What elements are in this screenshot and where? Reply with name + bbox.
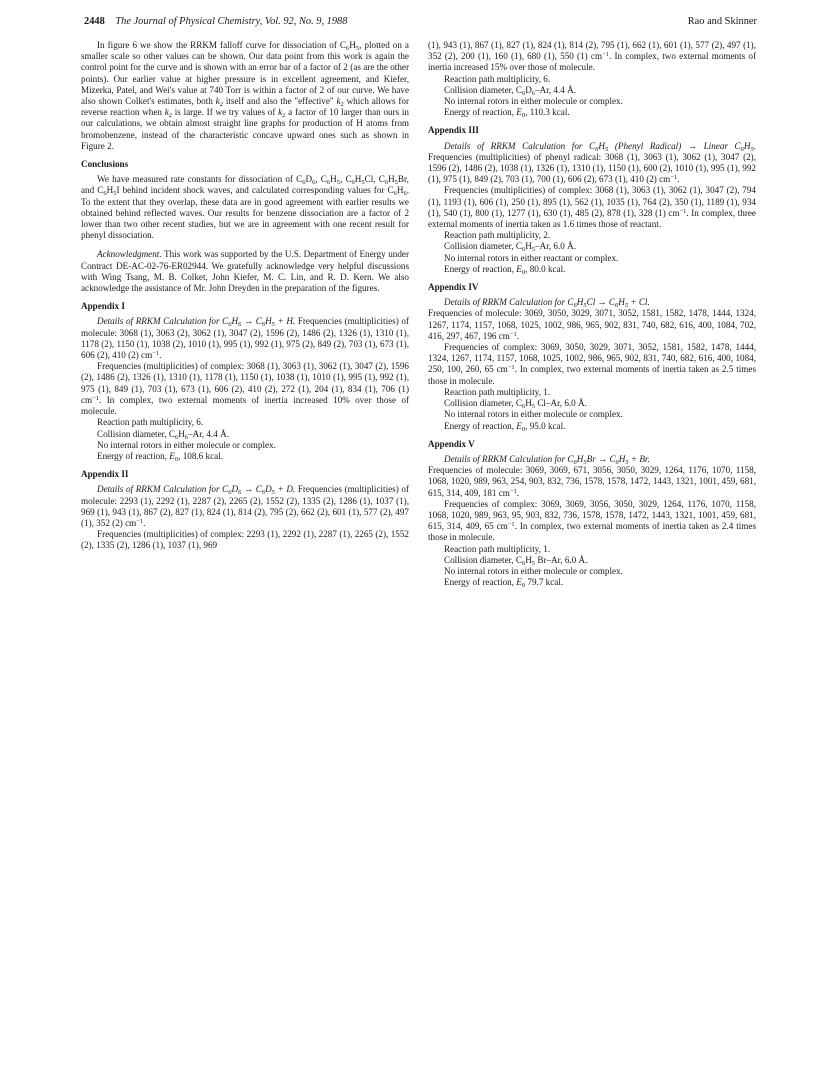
appendix-4-molecule-frequencies: Frequencies of molecule: 3069, 3050, 3029, 3071, 3052, 1581, 1582, 1478, 1444, 1324, 1267, 1174, 1157, 1068, 1025, 1002, 986, 965, 902, 831, 740, 682, 616, 400, 1084, 702, 416, 297, 467, 196 $cm^{-1}$. <box>428 308 756 341</box>
appendix-4-complex-frequencies: Frequencies of complex: 3069, 3050, 3029, 3071, 3052, 1581, 1582, 1478, 1444, 1324, 1267, 1174, 1157, 1068, 1025, 1002, 986, 965, 902, 831, 740, 682, 616, 400, 1084, 250, 100, 260, 65 $cm^{-1}$. In complex, two external moments of inertia taken as 2.5 times those in molecule. <box>428 342 756 386</box>
appendix-1-collision-diameter: Collision diameter, $C_6H_6-Ar$, 4.4 Å. <box>97 428 229 441</box>
section-heading-conclusions: Conclusions <box>81 159 129 170</box>
appendix-4-title: Details of RRKM Calculation for $C_6H_5Cl \to C_6H_5 + Cl$. <box>444 297 650 310</box>
appendix-2-molecule-frequencies: Details of RRKM Calculation for $C_6D_6 \to C_6D_5 + D$. Frequencies (multiplicities) of molecule: 2293 (1), 2292 (1), 2287 (2), 2265 (2), 1552 (2), 1335 (2), 1286 (1), 1037 (1), 969 (1), 943 (1), 867 (2), 827 (1), 824 (1), 814 (2), 795 (2), 662 (2), 601 (1), 577 (2), 497 (1), 352 (2) $cm^{-1}$. <box>81 484 409 528</box>
appendix-1-complex-frequencies: Frequencies (multiplicities) of complex: 3068 (1), 3063 (1), 3062 (1), 3047 (2), 1596 (2), 1486 (2), 1326 (1), 1310 (1), 1178 (1), 1150 (1), 1038 (1), 1010 (1), 995 (1), 992 (1), 975 (1), 849 (1), 703 (1), 673 (1), 606 (2), 410 (2), 272 (1), 204 (1), 834 (1), 706 (1) $cm^{-1}$. In complex, two external moments of inertia increased 10% over those of molecule. <box>81 361 409 417</box>
appendix-5-complex-frequencies: Frequencies of complex: 3069, 3069, 3056, 3050, 3029, 1264, 1176, 1070, 1158, 1068, 1020, 989, 963, 95, 903, 832, 736, 1578, 1578, 1472, 1443, 1321, 1001, 459, 681, 615, 314, 409, 65 $cm^{-1}$. In complex, two external moments of inertia taken as 2.4 times those in molecule. <box>428 498 756 543</box>
running-header <box>84 15 757 29</box>
appendix-3-rotors: No internal rotors in either reactant or complex. <box>444 252 619 263</box>
right-column <box>428 40 756 588</box>
section-heading-appendix-5: Appendix V <box>428 438 475 449</box>
appendix-2-complex-frequencies: Frequencies (multiplicities) of complex: 2293 (1), 2292 (1), 2287 (1), 2265 (2), 1552 (2), 1335 (2), 1286 (1), 1037 (1), 969 <box>81 529 409 551</box>
appendix-4-path-multiplicity: Reaction path multiplicity, 1. <box>444 386 551 397</box>
section-heading-appendix-2: Appendix II <box>81 469 129 480</box>
section-heading-appendix-4: Appendix IV <box>428 282 479 293</box>
appendix-2-energy: Energy of reaction, $E_0$, 110.3 kcal. <box>444 107 570 120</box>
appendix-3-path-multiplicity: Reaction path multiplicity, 2. <box>444 230 551 241</box>
appendix-4-collision-diameter: Collision diameter, $C_6H_5$ Cl–Ar, 6.0 Å. <box>444 398 587 411</box>
appendix-1-rotors: No internal rotors in either molecule or complex. <box>97 439 276 450</box>
paragraph-acknowledgment: Acknowledgment. This work was supported by the U.S. Department of Energy under Contract DE-AC-02-76-ER02944. We gratefully acknowledge very helpful discussions with Wing Tsang, M. B. Colket, John Kiefer, M. C. Lin, and R. D. Kern. We also acknowledge the assistance of Mr. John Dreyden in the preparation of the figures. <box>81 249 409 294</box>
section-heading-appendix-3: Appendix III <box>428 125 479 136</box>
appendix-4-energy: Energy of reaction, $E_0$, 95.0 kcal. <box>444 420 566 433</box>
appendix-5-path-multiplicity: Reaction path multiplicity, 1. <box>444 543 551 554</box>
appendix-2-path-multiplicity: Reaction path multiplicity, 6. <box>444 73 551 84</box>
appendix-4-rotors: No internal rotors in either molecule or complex. <box>444 409 623 420</box>
paragraph-falloff: In figure 6 we show the RRKM falloff curve for dissociation of $C_6H_5$, plotted on a smaller scale so other values can be shown. Our data point from this work is again the control point for the curve and is shown with an error bar of a factor of 2 (as are the other points). Our earlier value at higher pressure is in excellent agreement, and Kiefer, Mizerka, Patel, and Wei's value at 740 Torr is within a factor of 2 of our curve. We have also shown Colket's estimates, both $k_2$ itself and also the "effective" $k_2$ which allows for reverse reaction when $k_2$ is large. If we try values of $k_2$ a factor of 10 larger than ours in our calculations, we obtain almost straight line graphs for production of H atoms from bromobenzene, instead of the characteristic concave upward ones such as shown in Figure 2. <box>81 40 410 151</box>
appendix-2-complex-frequencies-cont: (1), 943 (1), 867 (1), 827 (1), 824 (1), 814 (2), 795 (1), 662 (1), 601 (1), 577 (2), 497 (1), 352 (2), 200 (1), 160 (1), 680 (1), 550 (1) $cm^{-1}$. In complex, two external moments of inertia increased 15% over those of molecule. <box>428 40 756 73</box>
appendix-5-molecule-frequencies: Frequencies of molecule: 3069, 3069, 671, 3056, 3050, 3029, 1264, 1176, 1070, 1158, 1068, 1020, 989, 963, 254, 903, 832, 736, 1578, 1578, 1472, 1443, 1321, 1001, 459, 681, 615, 314, 409, 181 $cm^{-1}$. <box>428 465 756 498</box>
appendix-1-molecule-frequencies: Details of RRKM Calculation for $C_6H_6 \to C_6H_5 + H$. Frequencies (multiplicities) of molecule: 3068 (1), 3063 (2), 3062 (1), 3047 (2), 1596 (2), 1486 (2), 1326 (1), 1310 (1), 1178 (2), 1150 (1), 1038 (2), 1010 (1), 995 (1), 992 (1), 975 (2), 849 (2), 703 (1), 673 (1), 606 (2), 410 (2) $cm^{-1}$. <box>81 316 409 361</box>
appendix-2-rotors: No internal rotors in either molecule or complex. <box>444 96 623 107</box>
left-column <box>81 40 409 552</box>
appendix-5-energy: Energy of reaction, $E_0$ 79.7 kcal. <box>444 577 564 590</box>
paragraph-conclusions: We have measured rate constants for dissociation of $C_6D_6$, $C_6H_5$, $C_6H_5Cl$, $C_6H_5Br$, and $C_6H_5I$ behind incident shock waves, and calculated corresponding values for $C_6H_6$. To the extent that they overlap, these data are in good agreement with earlier results we obtained behind reflected waves. Our results for benzene dissociation are a factor of 2 lower than two other recent studies, but we are in agreement with one recent result for phenyl dissociation. <box>81 174 409 241</box>
appendix-3-complex-frequencies: Frequencies (multiplicities) of complex: 3068 (1), 3063 (1), 3062 (1), 3047 (2), 794 (1), 1193 (1), 606 (1), 250 (1), 895 (1), 562 (1), 1035 (1), 764 (2), 350 (1), 1189 (1), 934 (1), 540 (1), 800 (1), 1277 (1), 630 (1), 485 (2), 878 (1), 328 (1) $cm^{-1}$. In complex, three external moments of inertia taken as 1.6 times those of reactant. <box>428 185 756 230</box>
appendix-3-collision-diameter: Collision diameter, $C_6H_5-Ar$, 6.0 Å. <box>444 241 576 254</box>
appendix-2-collision-diameter: Collision diameter, $C_6D_6-Ar$, 4.4 Å. <box>444 84 576 97</box>
running-authors: Rao and Skinner <box>687 16 757 27</box>
appendix-1-energy: Energy of reaction, $E_0$, 108.6 kcal. <box>97 450 223 463</box>
appendix-5-title: Details of RRKM Calculation for $C_6H_5Br \to C_6H_5 + Br$. <box>444 453 650 466</box>
appendix-5-rotors: No internal rotors in either molecule or complex. <box>444 565 623 576</box>
appendix-3-energy: Energy of reaction, $E_0$, 80.0 kcal. <box>444 263 566 276</box>
page-number: 2448 <box>84 16 105 27</box>
journal-citation: The Journal of Physical Chemistry, Vol. 92, No. 9, 1988 <box>115 16 348 27</box>
appendix-1-path-multiplicity: Reaction path multiplicity, 6. <box>97 417 204 428</box>
appendix-5-collision-diameter: Collision diameter, $C_6H_5$ Br–Ar, 6.0 Å. <box>444 554 588 567</box>
section-heading-appendix-1: Appendix I <box>81 301 125 312</box>
appendix-3-radical-frequencies: Details of RRKM Calculation for $C_6H_5$ (Phenyl Radical) → Linear $C_6H_5$. Frequencies (multiplicities) of phenyl radical: 3068 (1), 3063 (1), 3062 (1), 3047 (2), 1596 (2), 1486 (2), 1038 (1), 1326 (1), 1310 (1), 1150 (1), 600 (2), 1010 (1), 995 (1), 992 (1), 975 (1), 849 (2), 703 (1), 700 (1), 606 (2), 673 (1), 410 (2) $cm^{-1}$. <box>428 140 756 185</box>
